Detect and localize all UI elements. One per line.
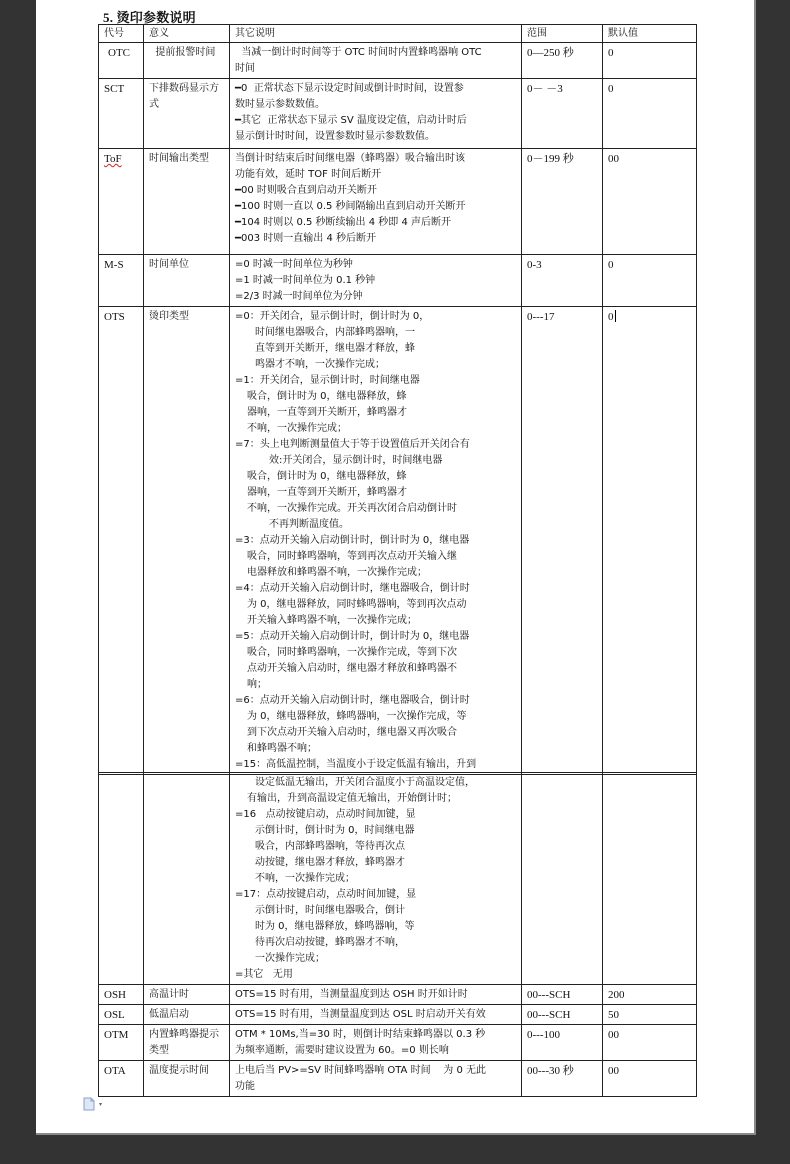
description-line: 数时显示参数数值。 <box>235 99 325 110</box>
default-value: 200 <box>608 989 625 1001</box>
header-code: 代号 <box>99 25 144 43</box>
default-value: 00 <box>608 1065 619 1077</box>
description-line: 上电后当 PV>=SV 时间蜂鸣器响 OTA 时间 为 0 无此 <box>235 1065 487 1076</box>
parameter-code: M-S <box>104 259 124 271</box>
description-line: ━100 时则一直以 0.5 秒间隔输出直到启动开关断开 <box>235 201 466 212</box>
cell-range[interactable]: 0---17 <box>522 307 603 775</box>
description-line: 为 0，继电器释放，蜂鸣器响，一次操作完成，等 <box>247 711 467 722</box>
cell-meaning[interactable]: 内置蜂鸣器提示类型 <box>144 1025 230 1061</box>
description-line: OTM * 10Ms,当=30 时，则倒计时结束蜂鸣器以 0.3 秒 <box>235 1029 486 1040</box>
cell-description[interactable] <box>230 1061 522 1097</box>
cell-description[interactable] <box>230 79 522 149</box>
description-line: 时为 0，继电器释放，蜂鸣器响，等 <box>255 921 415 932</box>
cell-range[interactable]: 00---SCH <box>522 985 603 1005</box>
description-line: 不响，一次操作完成； <box>255 873 355 884</box>
table-row <box>99 79 697 149</box>
default-value: 0 <box>608 311 614 323</box>
section-title: 5. 烫印参数说明 <box>103 10 196 25</box>
description-line: ━104 时则以 0.5 秒断续输出 4 秒即 4 声后断开 <box>235 217 451 228</box>
description-line: 吸合，同时蜂鸣器响，一次操作完成，等到下次 <box>247 647 457 658</box>
default-value: 0 <box>608 47 614 59</box>
description-line: 示倒计时，倒计时为 0，时间继电器 <box>255 825 415 836</box>
cell-meaning <box>144 773 230 985</box>
description-line: 不再判断温度值。 <box>269 519 349 530</box>
parameter-table-continued <box>98 772 697 1097</box>
description-line: 器响，一直等到开关断开，蜂鸣器才 <box>247 407 407 418</box>
description-line: =0 时减一时间单位为秒钟 <box>235 259 353 270</box>
description-line: =5：点动开关输入启动倒计时，倒计时为 0，继电器 <box>235 631 470 642</box>
description-line: 和蜂鸣器不响； <box>247 743 317 754</box>
description-line: 动按键，继电器才释放，蜂鸣器才 <box>255 857 405 868</box>
header-range: 范围 <box>522 25 603 43</box>
default-value: 0 <box>608 83 614 95</box>
cell-description[interactable] <box>230 773 522 985</box>
description-line: 功能 <box>235 1081 255 1092</box>
cell-meaning[interactable]: 时间输出类型 <box>144 149 230 255</box>
cell-default[interactable] <box>603 1025 697 1061</box>
description-line: 设定低温无输出，开关闭合温度小于高温设定值， <box>255 777 475 788</box>
cell-default[interactable] <box>603 985 697 1005</box>
table-row <box>99 307 697 775</box>
description-line: =4：点动开关输入启动倒计时，继电器吸合，倒计时 <box>235 583 470 594</box>
description-line: =16 点动按键启动，点动时间加键，显 <box>235 809 416 820</box>
parameter-code: OTA <box>104 1065 126 1077</box>
description-line: =0：开关闭合，显示倒计时，倒计时为 0， <box>235 311 430 322</box>
cell-code[interactable] <box>99 1025 144 1061</box>
chevron-down-icon[interactable]: ▾ <box>99 1101 103 1108</box>
parameter-table <box>98 24 697 775</box>
text-cursor <box>615 310 617 322</box>
cell-meaning[interactable]: 下排数码显示方式 <box>144 79 230 149</box>
description-line: 时间 <box>235 63 255 74</box>
cell-default[interactable] <box>603 149 697 255</box>
table-row <box>99 149 697 255</box>
description-line: ━00 时则吸合直到启动开关断开 <box>235 185 377 196</box>
table-row <box>99 1061 697 1097</box>
cell-meaning[interactable]: 烫印类型 <box>144 307 230 775</box>
description-line: =15：高低温控制，当温度小于设定低温有输出，升到 <box>235 759 477 770</box>
description-line: 电器释放和蜂鸣器不响，一次操作完成； <box>247 567 427 578</box>
table-row-continuation <box>99 773 697 985</box>
description-line: OTS=15 时有用，当测量温度到达 OSH 时开如计时 <box>235 989 468 1000</box>
cell-default <box>603 773 697 985</box>
description-line: 有输出，升到高温设定值无输出，开始倒计时； <box>247 793 457 804</box>
description-line: 鸣器才不响，一次操作完成； <box>255 359 385 370</box>
cell-code[interactable] <box>99 255 144 307</box>
description-line: 吸合，同时蜂鸣器响，等到再次点动开关输入继 <box>247 551 457 562</box>
description-line: =6：点动开关输入启动倒计时，继电器吸合，倒计时 <box>235 695 470 706</box>
description-line: 吸合，倒计时为 0，继电器释放，蜂 <box>247 471 407 482</box>
description-line: ━其它 正常状态下显示 SV 温度设定值，启动计时后 <box>235 115 467 126</box>
description-line: 一次操作完成； <box>255 953 325 964</box>
cell-description[interactable] <box>230 1005 522 1025</box>
default-value: 0 <box>608 259 614 271</box>
cell-code[interactable] <box>99 307 144 775</box>
table-row <box>99 43 697 79</box>
description-line: 不响，一次操作完成； <box>247 423 347 434</box>
table-row <box>99 1005 697 1025</box>
cell-default[interactable] <box>603 1005 697 1025</box>
cell-range[interactable]: 0－ －3 <box>522 79 603 149</box>
cell-description[interactable] <box>230 255 522 307</box>
description-line: 器响，一直等到开关断开，蜂鸣器才 <box>247 487 407 498</box>
cell-description[interactable] <box>230 307 522 775</box>
cell-range[interactable]: 00---SCH <box>522 1005 603 1025</box>
description-line: 开关输入蜂鸣器不响，一次操作完成； <box>247 615 417 626</box>
cell-code[interactable] <box>99 985 144 1005</box>
cell-range <box>522 773 603 985</box>
header-meaning: 意义 <box>144 25 230 43</box>
description-line: =1：开关闭合，显示倒计时，时间继电器 <box>235 375 420 386</box>
description-line: 效:开关闭合，显示倒计时，时间继电器 <box>269 455 443 466</box>
description-line: =其它 无用 <box>235 969 293 980</box>
default-value: 00 <box>608 153 619 165</box>
description-line: =2/3 时减一时间单位为分钟 <box>235 291 363 302</box>
description-line: 点动开关输入启动时，继电器才释放和蜂鸣器不 <box>247 663 457 674</box>
cell-range[interactable]: 0—250 秒 <box>522 43 603 79</box>
cell-description[interactable] <box>230 43 522 79</box>
cell-code[interactable] <box>99 1061 144 1097</box>
cell-code[interactable] <box>99 1005 144 1025</box>
cell-default[interactable] <box>603 307 697 775</box>
header-default: 默认值 <box>603 25 697 43</box>
cell-code[interactable] <box>99 79 144 149</box>
parameter-code: OTM <box>104 1029 129 1041</box>
description-line: 当倒计时结束后时间继电器（蜂鸣器）吸合输出时该 <box>235 153 465 164</box>
table-row <box>99 255 697 307</box>
description-line: =17：点动按键启动，点动时间加键，显 <box>235 889 417 900</box>
cell-meaning[interactable]: 低温启动 <box>144 1005 230 1025</box>
document-icon[interactable] <box>83 1097 95 1111</box>
parameter-code: ToF <box>104 153 122 165</box>
description-line: 功能有效，延时 TOF 时间后断开 <box>235 169 382 180</box>
cell-meaning[interactable]: 温度提示时间 <box>144 1061 230 1097</box>
cell-default[interactable] <box>603 1061 697 1097</box>
cell-meaning[interactable]: 提前报警时间 <box>144 43 230 79</box>
table-row <box>99 985 697 1005</box>
cell-default[interactable] <box>603 255 697 307</box>
description-line: 示倒计时，时间继电器吸合，倒计 <box>255 905 405 916</box>
cell-default[interactable] <box>603 79 697 149</box>
description-line: OTS=15 时有用，当测量温度到达 OSL 时启动开关有效 <box>235 1009 486 1020</box>
parameter-code: OTC <box>108 47 130 59</box>
description-line: ━0 正常状态下显示设定时间或倒计时时间，设置参 <box>235 83 464 94</box>
description-line: =1 时减一时间单位为 0.1 秒钟 <box>235 275 376 286</box>
default-value: 50 <box>608 1009 619 1021</box>
description-line: 吸合，倒计时为 0，继电器释放，蜂 <box>247 391 407 402</box>
table-row <box>99 1025 697 1061</box>
description-line: 吸合，内部蜂鸣器响，等待再次点 <box>255 841 405 852</box>
parameter-code: OTS <box>104 311 125 323</box>
description-line: 为 0，继电器释放，同时蜂鸣器响，等到再次点动 <box>247 599 467 610</box>
table-header-row <box>99 25 697 43</box>
header-description: 其它说明 <box>230 25 522 43</box>
description-line: 直等到开关断开，继电器才释放，蜂 <box>255 343 415 354</box>
cell-meaning[interactable]: 时间单位 <box>144 255 230 307</box>
parameter-code: OSL <box>104 1009 125 1021</box>
cell-description[interactable] <box>230 1025 522 1061</box>
cell-meaning[interactable]: 高温计时 <box>144 985 230 1005</box>
document-page <box>36 0 756 1135</box>
description-line: 响； <box>247 679 267 690</box>
description-line: 为频率通断，需要时建议设置为 60。=0 则长响 <box>235 1045 449 1056</box>
cell-range[interactable]: 0---100 <box>522 1025 603 1061</box>
cell-code[interactable] <box>99 43 144 79</box>
parameter-code: OSH <box>104 989 127 1001</box>
parameter-code: SCT <box>104 83 125 95</box>
cell-code[interactable] <box>99 149 144 255</box>
description-line: =7：头上电判断测量值大于等于设置值后开关闭合有 <box>235 439 470 450</box>
description-line: 当减一倒计时时间等于 OTC 时间时内置蜂鸣器响 OTC <box>235 47 482 58</box>
cell-code <box>99 773 144 985</box>
description-line: 显示倒计时时间，设置参数时显示参数数值。 <box>235 131 435 142</box>
description-line: 到下次点动开关输入启动时，继电器又再次吸合 <box>247 727 457 738</box>
description-line: 时间继电器吸合，内部蜂鸣器响，一 <box>255 327 415 338</box>
cell-description[interactable] <box>230 985 522 1005</box>
description-line: =3：点动开关输入启动倒计时，倒计时为 0，继电器 <box>235 535 470 546</box>
description-line: 不响，一次操作完成。开关再次闭合启动倒计时 <box>247 503 457 514</box>
description-line: 待再次启动按键，蜂鸣器才不响， <box>255 937 405 948</box>
cell-range[interactable]: 0-3 <box>522 255 603 307</box>
description-line: ━003 时则一直输出 4 秒后断开 <box>235 233 377 244</box>
cell-range[interactable]: 0－199 秒 <box>522 149 603 255</box>
cell-description[interactable] <box>230 149 522 255</box>
cell-range[interactable]: 00---30 秒 <box>522 1061 603 1097</box>
default-value: 00 <box>608 1029 619 1041</box>
cell-default[interactable] <box>603 43 697 79</box>
